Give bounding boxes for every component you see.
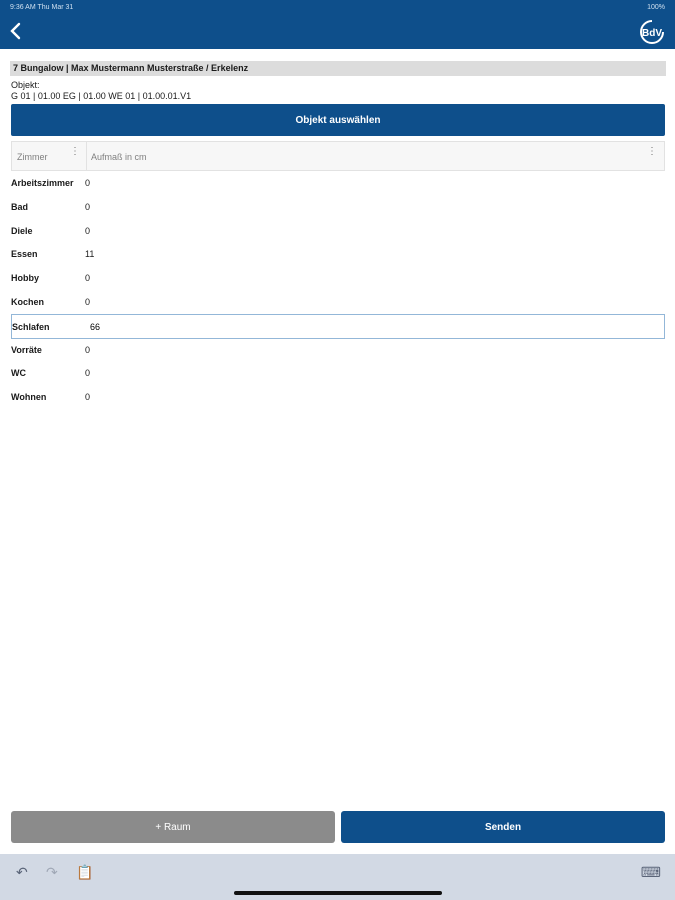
room-value[interactable]: 0 [85,225,91,236]
redo-icon[interactable]: ↷ [46,864,58,880]
room-name: Diele [11,225,33,236]
table-row[interactable] [11,241,665,265]
room-name: Bad [11,201,29,212]
add-room-button[interactable]: + Raum [11,811,335,843]
measurement-input[interactable] [90,322,290,332]
home-indicator [234,891,442,895]
bdv-logo [637,19,667,45]
logo-text: BdV [642,28,662,39]
battery-status: 100% [647,4,665,11]
room-name: Kochen [11,296,45,307]
room-name: Essen [11,249,38,260]
status-time: 9:36 AM Thu Mar 31 [10,4,74,11]
column-menu-icon[interactable]: ⋮ [70,146,80,157]
room-name: Wohnen [11,392,47,403]
room-name: Schlafen [12,322,50,332]
table-row-editing[interactable] [11,314,665,339]
room-value[interactable]: 11 [85,249,95,260]
table-row[interactable] [11,218,665,242]
status-bar [0,0,675,14]
room-name: Vorräte [11,344,42,355]
column-label-aufmass: Aufmaß in cm [91,152,147,162]
room-value[interactable]: 0 [85,178,91,188]
room-name: Hobby [11,273,39,284]
chevron-left-icon [9,22,23,40]
column-menu-icon[interactable]: ⋮ [647,146,657,157]
column-header-zimmer[interactable] [12,142,87,170]
keyboard-dismiss-icon[interactable]: ⌨ [640,864,661,880]
table-row[interactable] [11,265,665,289]
room-value[interactable]: 0 [85,273,91,284]
object-label: Objekt: [11,80,40,90]
room-value[interactable]: 0 [85,201,91,212]
select-object-button[interactable]: Objekt auswählen [11,104,665,136]
room-value[interactable]: 0 [85,296,91,307]
room-value[interactable]: 0 [85,344,91,355]
paste-icon[interactable]: 📋 [76,864,94,880]
undo-icon[interactable]: ↶ [16,864,28,880]
column-header-aufmass[interactable] [88,142,665,170]
room-value[interactable]: 0 [85,368,91,379]
table-row[interactable] [11,289,665,313]
grid-body [11,170,665,408]
object-title: 7 Bungalow | Max Mustermann Musterstraße / Erkelenz [10,61,666,76]
room-name: Arbeitszimmer [11,178,74,188]
grid-header [11,141,665,171]
object-value: G 01 | 01.00 EG | 01.00 WE 01 | 01.00.01.V1 [11,91,192,101]
table-row[interactable] [11,194,665,218]
column-label-zimmer: Zimmer [17,152,48,162]
table-row[interactable] [11,384,665,408]
table-row[interactable] [11,337,665,361]
table-row[interactable] [11,360,665,384]
table-row[interactable] [11,170,665,194]
top-app-bar [0,0,675,49]
back-button[interactable] [6,22,26,42]
room-value[interactable]: 0 [85,392,91,403]
room-name: WC [11,368,26,379]
send-button[interactable]: Senden [341,811,665,843]
